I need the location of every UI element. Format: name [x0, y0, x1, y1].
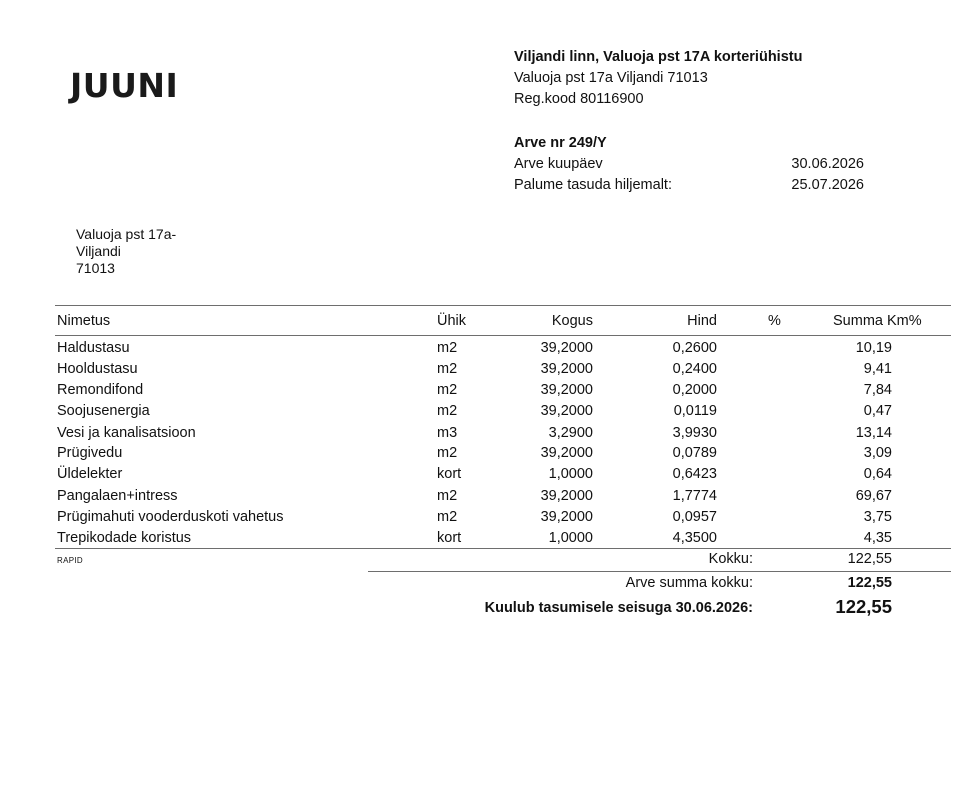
row-qty: 39,2000 — [540, 361, 593, 377]
header-unit: Ühik — [437, 313, 467, 329]
row-qty: 39,2000 — [540, 445, 593, 461]
row-name: Pangalaen+intress — [57, 488, 178, 504]
recipient-line-3: 71013 — [76, 260, 115, 276]
invoice-due-row — [514, 175, 874, 196]
invoice-due-value: 25.07.2026 — [791, 177, 864, 193]
invoice-date-label: Arve kuupäev — [514, 156, 603, 172]
row-unit: m2 — [437, 403, 458, 419]
row-sum: 13,14 — [855, 425, 892, 441]
invoice-date-row — [514, 154, 874, 175]
invoice-number: Arve nr 249/Y — [514, 135, 607, 151]
invoice-total-value: 122,55 — [847, 575, 892, 591]
row-price: 0,2400 — [672, 361, 717, 377]
row-sum: 3,75 — [863, 509, 892, 525]
subtotal-label: Kokku: — [708, 551, 753, 567]
row-unit: m2 — [437, 488, 458, 504]
invoice-due-label: Palume tasuda hiljemalt: — [514, 177, 672, 193]
row-price: 0,6423 — [672, 466, 717, 482]
row-name: Soojusenergia — [57, 403, 150, 419]
row-sum: 9,41 — [863, 361, 892, 377]
row-unit: m2 — [437, 445, 458, 461]
row-name: Vesi ja kanalisatsioon — [57, 425, 196, 441]
company-regcode: Reg.kood 80116900 — [514, 91, 644, 107]
row-qty: 1,0000 — [548, 466, 593, 482]
row-qty: 3,2900 — [548, 425, 593, 441]
subtotal-value: 122,55 — [847, 551, 892, 567]
header-name: Nimetus — [57, 313, 111, 329]
row-qty: 39,2000 — [540, 488, 593, 504]
row-sum: 4,35 — [863, 530, 892, 546]
row-qty: 39,2000 — [540, 340, 593, 356]
recipient-address — [76, 226, 176, 277]
row-qty: 39,2000 — [540, 382, 593, 398]
company-name: Viljandi linn, Valuoja pst 17A korteriühistu — [514, 49, 803, 65]
row-unit: m2 — [437, 340, 458, 356]
row-unit: m2 — [437, 361, 458, 377]
row-name: Prügivedu — [57, 445, 123, 461]
row-price: 3,9930 — [672, 425, 717, 441]
recipient-line-2: Viljandi — [76, 243, 121, 259]
company-block — [514, 47, 802, 110]
table-bottom-rule — [55, 548, 951, 549]
row-qty: 39,2000 — [540, 403, 593, 419]
row-name: Üldelekter — [57, 466, 123, 482]
month-title: JUUNI — [70, 66, 179, 105]
recipient-line-1: Valuoja pst 17a- — [76, 226, 177, 242]
row-sum: 3,09 — [863, 445, 892, 461]
table-top-rule — [55, 305, 951, 306]
row-name: Hooldustasu — [57, 361, 138, 377]
amount-due-value: 122,55 — [835, 596, 892, 617]
row-unit: kort — [437, 466, 462, 482]
row-sum: 7,84 — [863, 382, 892, 398]
row-qty: 1,0000 — [548, 530, 593, 546]
row-price: 4,3500 — [672, 530, 717, 546]
row-sum: 0,47 — [863, 403, 892, 419]
header-price: Hind — [687, 313, 717, 329]
header-sum: Summa Km% — [833, 313, 922, 329]
totals-rule — [368, 571, 951, 572]
rapid-mark: RAPID — [57, 556, 83, 565]
row-name: Prügimahuti vooderduskoti vahetus — [57, 509, 284, 525]
row-sum: 10,19 — [855, 340, 892, 356]
invoice-total-label: Arve summa kokku: — [625, 575, 753, 591]
row-name: Trepikodade koristus — [57, 530, 192, 546]
row-price: 0,0957 — [672, 509, 717, 525]
header-qty: Kogus — [551, 313, 593, 329]
row-sum: 0,64 — [863, 466, 892, 482]
row-price: 0,0119 — [673, 403, 717, 419]
row-name: Remondifond — [57, 382, 144, 398]
row-price: 1,7774 — [672, 488, 717, 504]
invoice-date-value: 30.06.2026 — [791, 156, 864, 172]
row-unit: m3 — [437, 425, 458, 441]
row-unit: m2 — [437, 509, 458, 525]
row-unit: m2 — [437, 382, 458, 398]
row-qty: 39,2000 — [540, 509, 593, 525]
row-sum: 69,67 — [855, 488, 892, 504]
row-price: 0,0789 — [672, 445, 717, 461]
amount-due-label: Kuulub tasumisele seisuga 30.06.2026: — [484, 600, 753, 616]
row-price: 0,2600 — [672, 340, 717, 356]
row-unit: kort — [437, 530, 462, 546]
company-address: Valuoja pst 17a Viljandi 71013 — [514, 70, 708, 86]
header-percent: % — [768, 313, 781, 329]
row-price: 0,2000 — [672, 382, 717, 398]
table-header-rule — [55, 335, 951, 336]
row-name: Haldustasu — [57, 340, 130, 356]
invoice-block — [514, 133, 874, 196]
